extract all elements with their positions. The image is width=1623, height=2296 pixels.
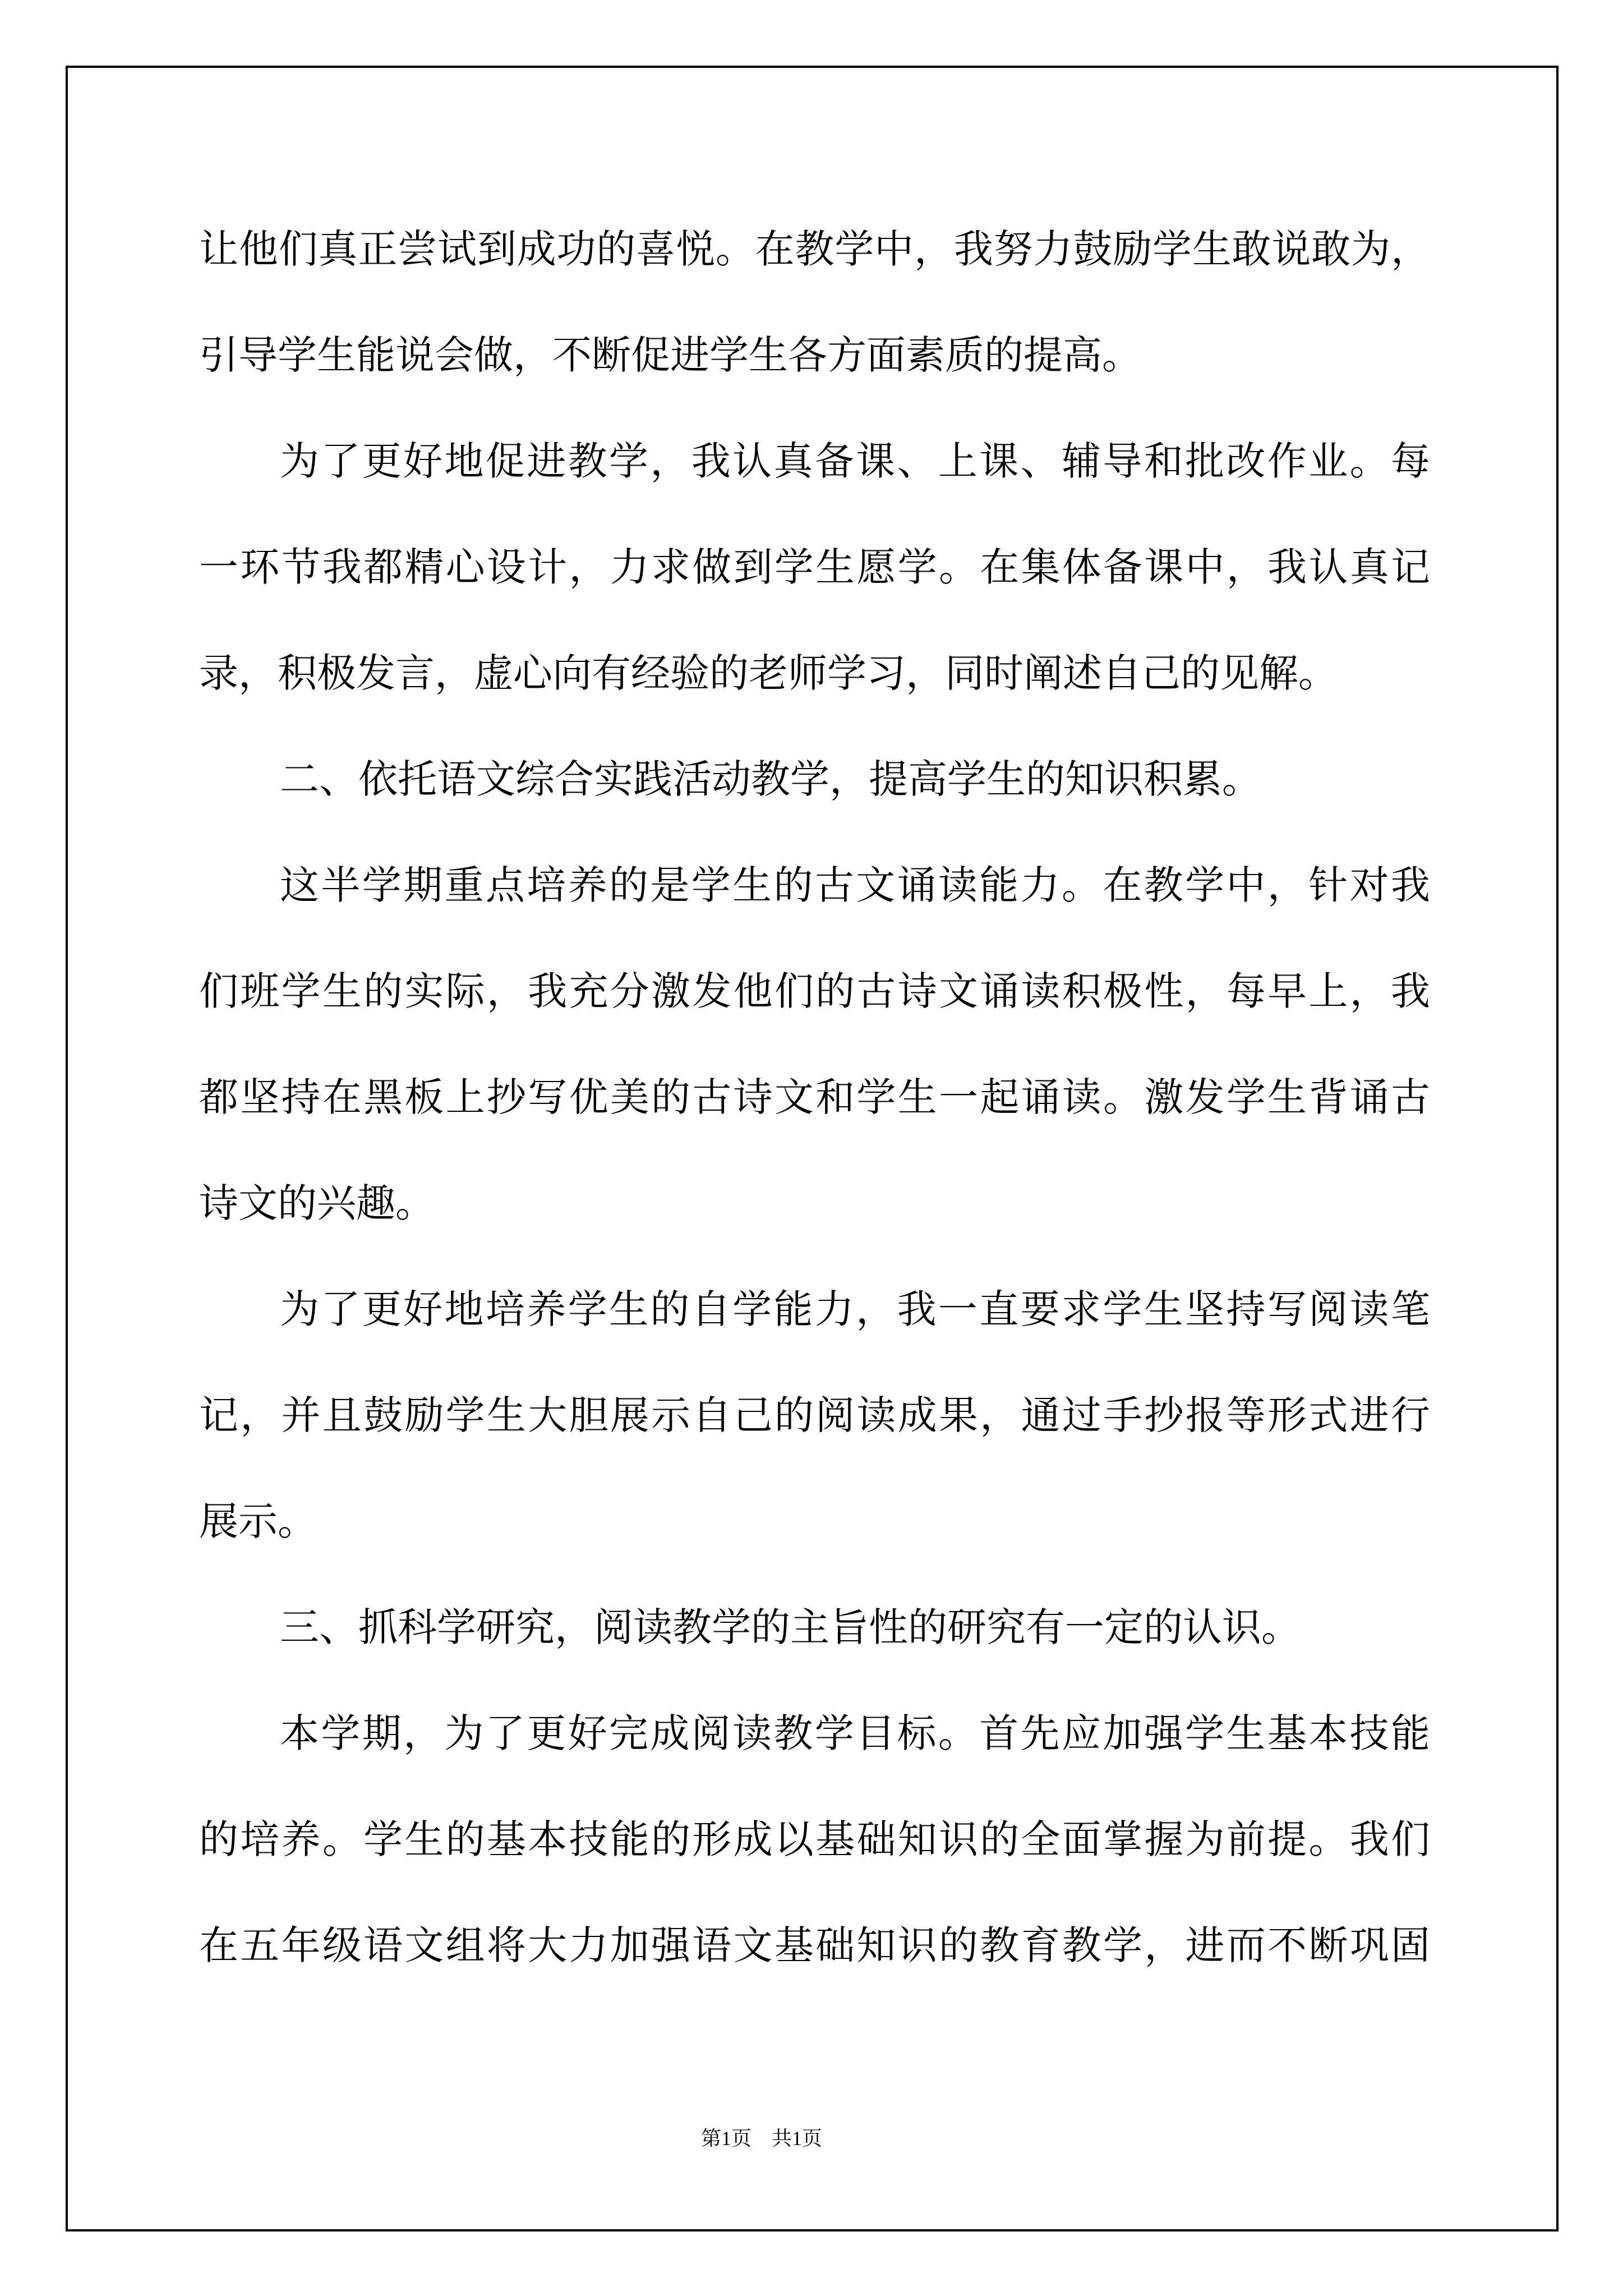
text-line: 录，积极发言，虚心向有经验的老师学习，同时阐述自己的见解。	[199, 652, 1338, 696]
text-line: 这半学期重点培养的是学生的古文诵读能力。在教学中，针对我	[280, 864, 1430, 908]
text-line: 为了更好地促进教学，我认真备课、上课、辅导和批改作业。每	[280, 440, 1430, 484]
text-line: 在五年级语文组将大力加强语文基础知识的教育教学，进而不断巩固	[199, 1925, 1430, 1968]
text-line: 诗文的兴趣。	[199, 1182, 435, 1226]
text-line: 的培养。学生的基本技能的形成以基础知识的全面掌握为前提。我们	[199, 1819, 1430, 1862]
text-line: 二、依托语文综合实践活动教学，提高学生的知识积累。	[280, 758, 1261, 802]
page-footer	[17, 2124, 1506, 2152]
text-line: 本学期，为了更好完成阅读教学目标。首先应加强学生基本技能	[280, 1713, 1430, 1756]
text-line: 都坚持在黑板上抄写优美的古诗文和学生一起诵读。激发学生背诵古	[199, 1076, 1430, 1120]
text-line: 让他们真正尝试到成功的喜悦。在教学中，我努力鼓励学生敢说敢为，	[199, 228, 1430, 272]
text-line: 三、抓科学研究，阅读教学的主旨性的研究有一定的认识。	[280, 1607, 1301, 1650]
text-line: 记，并且鼓励学生大胆展示自己的阅读成果，通过手抄报等形式进行	[199, 1395, 1430, 1438]
text-line: 为了更好地培养学生的自学能力，我一直要求学生坚持写阅读笔	[280, 1289, 1430, 1332]
text-line: 一环节我都精心设计，力求做到学生愿学。在集体备课中，我认真记	[199, 546, 1430, 590]
document-body	[199, 197, 1430, 1999]
text-line: 引导学生能说会做，不断促进学生各方面素质的提高。	[199, 334, 1141, 378]
page-number-text: 第1页 共1页	[700, 2127, 822, 2150]
text-line: 展示。	[199, 1501, 317, 1544]
text-line: 们班学生的实际，我充分激发他们的古诗文诵读积极性，每早上，我	[199, 970, 1430, 1014]
page-border-frame	[66, 66, 1559, 2231]
